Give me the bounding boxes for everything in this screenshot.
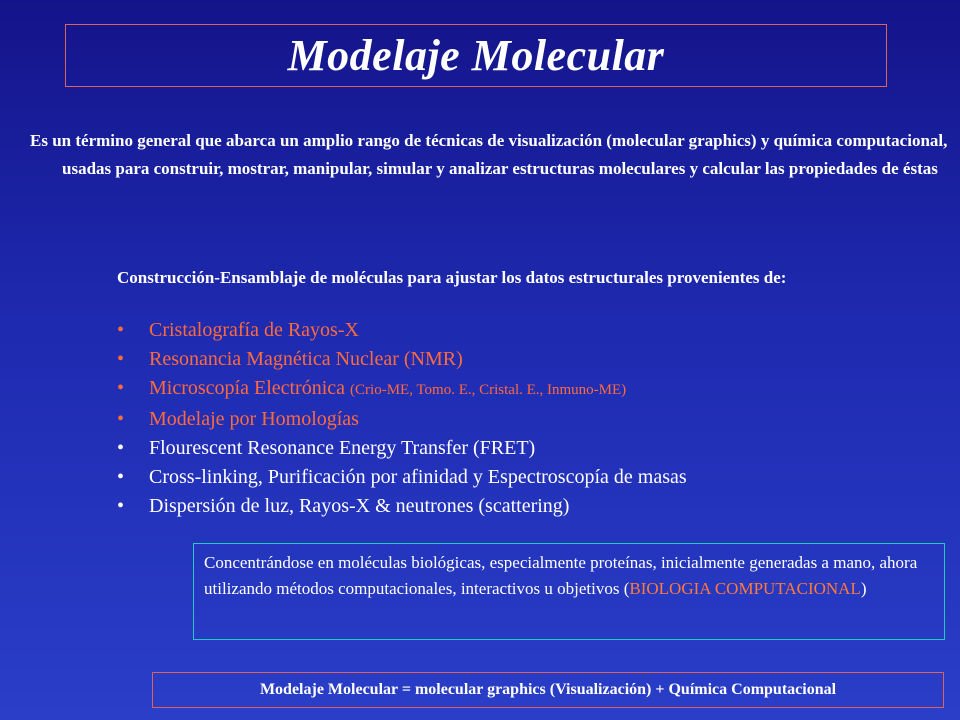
list-item xyxy=(117,492,947,521)
footer-equation: Modelaje Molecular = molecular graphics (Visualización) + Química Computacional xyxy=(259,681,837,698)
bullet-icon: • xyxy=(117,319,125,341)
intro-text: Construcción-Ensamblaje de moléculas para ajustar los datos estructurales provenientes de: xyxy=(117,268,787,287)
list-item-text: Flourescent Resonance Energy Transfer (FRET) xyxy=(149,437,536,459)
footer-box xyxy=(152,672,944,708)
bullet-icon: • xyxy=(117,495,125,517)
title-box xyxy=(65,24,887,87)
list-item-text: Modelaje por Homologías xyxy=(149,408,359,430)
definition-text: Es un término general que abarca un amplio rango de técnicas de visualización (molecular graphics) y química computacional, usadas para construir, mostrar, manipular, simular y analizar estructuras moleculares y calcular las propiedades de éstas xyxy=(30,131,948,178)
list-item-text: Dispersión de luz, Rayos-X & neutrones (scattering) xyxy=(149,495,570,517)
bullet-icon: • xyxy=(117,348,125,370)
list-item xyxy=(117,374,947,405)
list-item xyxy=(117,463,947,492)
info-highlight: BIOLOGIA COMPUTACIONAL xyxy=(629,579,861,598)
info-text-end: ) xyxy=(860,579,867,598)
info-box xyxy=(193,543,945,640)
list-item xyxy=(117,345,947,374)
technique-list xyxy=(117,316,947,521)
slide-title: Modelaje Molecular xyxy=(287,31,665,80)
bullet-icon: • xyxy=(117,466,125,488)
list-item-text: Cross-linking, Purificación por afinidad y Espectroscopía de masas xyxy=(149,466,687,488)
list-item xyxy=(117,434,947,463)
list-item-text: Microscopía Electrónica xyxy=(149,377,351,399)
list-item xyxy=(117,405,947,434)
bullet-icon: • xyxy=(117,408,125,430)
bullet-icon: • xyxy=(117,377,125,399)
bullet-icon: • xyxy=(117,437,125,459)
list-item-note: (Crio-ME, Tomo. E., Cristal. E., Inmuno-ME) xyxy=(350,382,627,398)
info-text: Concentrándose en moléculas biológicas, especialmente proteínas, inicialmente generadas a mano, ahora utilizando métodos computacionales, interactivos u objetivos ( xyxy=(204,553,918,598)
list-item-text: Resonancia Magnética Nuclear (NMR) xyxy=(149,348,463,370)
list-item-text: Cristalografía de Rayos-X xyxy=(149,319,359,341)
list-item xyxy=(117,316,947,345)
